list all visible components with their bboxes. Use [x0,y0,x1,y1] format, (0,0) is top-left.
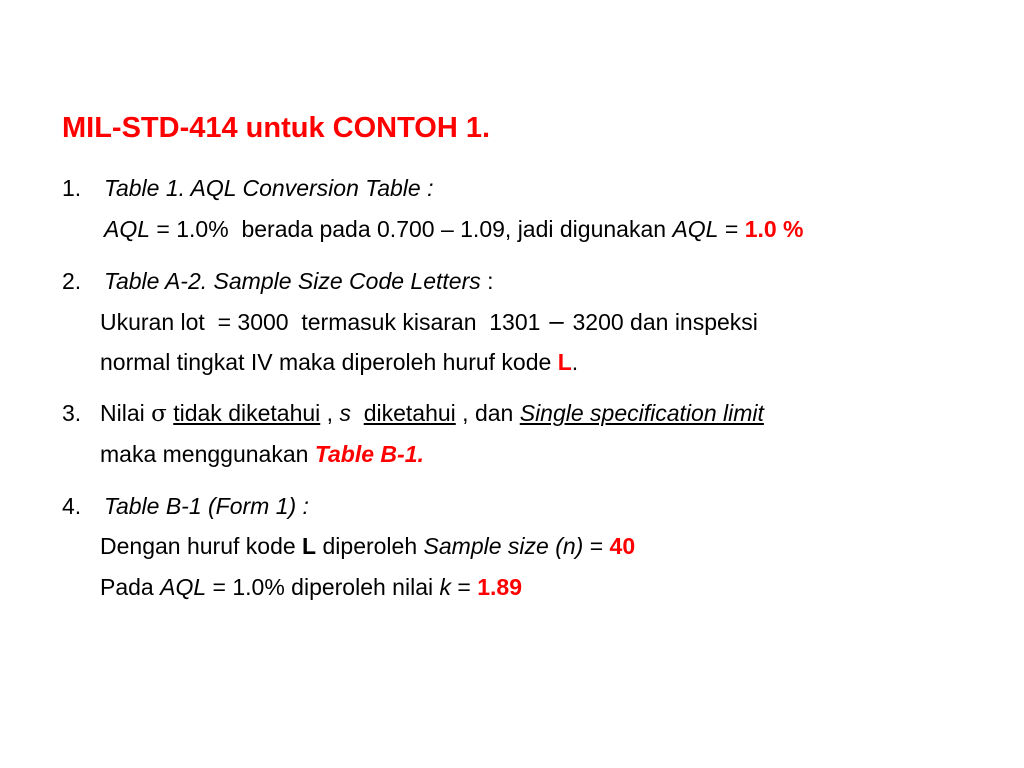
minus-sign: − [546,310,567,336]
item-1-text: 1.0% berada pada 0.700 – 1.09, jadi digunakan [176,216,673,242]
lot-size-text: Ukuran lot = 3000 termasuk kisaran 1301 [100,309,547,335]
item-1-number: 1. [62,175,82,201]
aql-term: AQL [160,574,207,600]
inspection-text: normal tingkat IV maka diperoleh huruf kode [100,349,558,375]
pada-text: Pada [100,574,161,600]
nilai-text: = 1.0% diperoleh nilai [206,574,440,600]
diperoleh-text: diperoleh [316,533,424,559]
diketahui: diketahui [363,400,456,426]
item-2-number: 2. [62,268,82,294]
item-2-line-3 [100,347,578,377]
aql-term: AQL [672,216,719,242]
item-3-line-2 [100,439,424,469]
item-2-heading-suffix: : [480,268,494,294]
aql-value: 1.0 % [744,216,804,242]
item-1-heading: Table 1. AQL Conversion Table : [104,175,434,201]
item-2-line-2 [100,307,758,338]
menggunakan-text: maka menggunakan [100,441,315,467]
sample-size-value: 40 [609,533,636,559]
aql-term: AQL [104,216,151,242]
space [351,400,364,426]
code-letter: L [557,349,572,375]
table-reference: Table B-1. [314,441,424,467]
huruf-kode-text: Dengan huruf kode [100,533,303,559]
equals-sign: = [583,533,610,559]
nilai-text: Nilai [100,400,152,426]
item-3-line-1 [100,398,764,429]
item-2-heading-line [104,266,494,296]
period: . [571,349,579,375]
sample-size-term: Sample size (n) [423,533,584,559]
sigma-symbol: σ [151,401,167,427]
item-4-line-2 [100,531,635,561]
dan-text: , dan [455,400,520,426]
k-symbol: k [439,574,451,600]
single-spec-limit: Single specification limit [519,400,764,426]
tidak-diketahui: tidak diketahui [173,400,321,426]
k-value: 1.89 [477,574,522,600]
equals-sign: = [451,574,478,600]
lot-range-end: 3200 dan inspeksi [566,309,758,335]
equals-sign: = [718,216,745,242]
item-2-heading: Table A-2. Sample Size Code Letters [104,268,481,294]
s-symbol: s [339,400,351,426]
item-4-number: 4. [62,493,82,519]
slide-title: MIL-STD-414 untuk CONTOH 1. [62,112,491,144]
item-1-line-2 [104,214,804,244]
comma: , [320,400,340,426]
code-letter: L [302,533,317,559]
item-4-line-3 [100,572,522,602]
item-3-number: 3. [62,400,82,426]
equals-sign: = [150,216,177,242]
item-4-heading: Table B-1 (Form 1) : [104,493,309,519]
